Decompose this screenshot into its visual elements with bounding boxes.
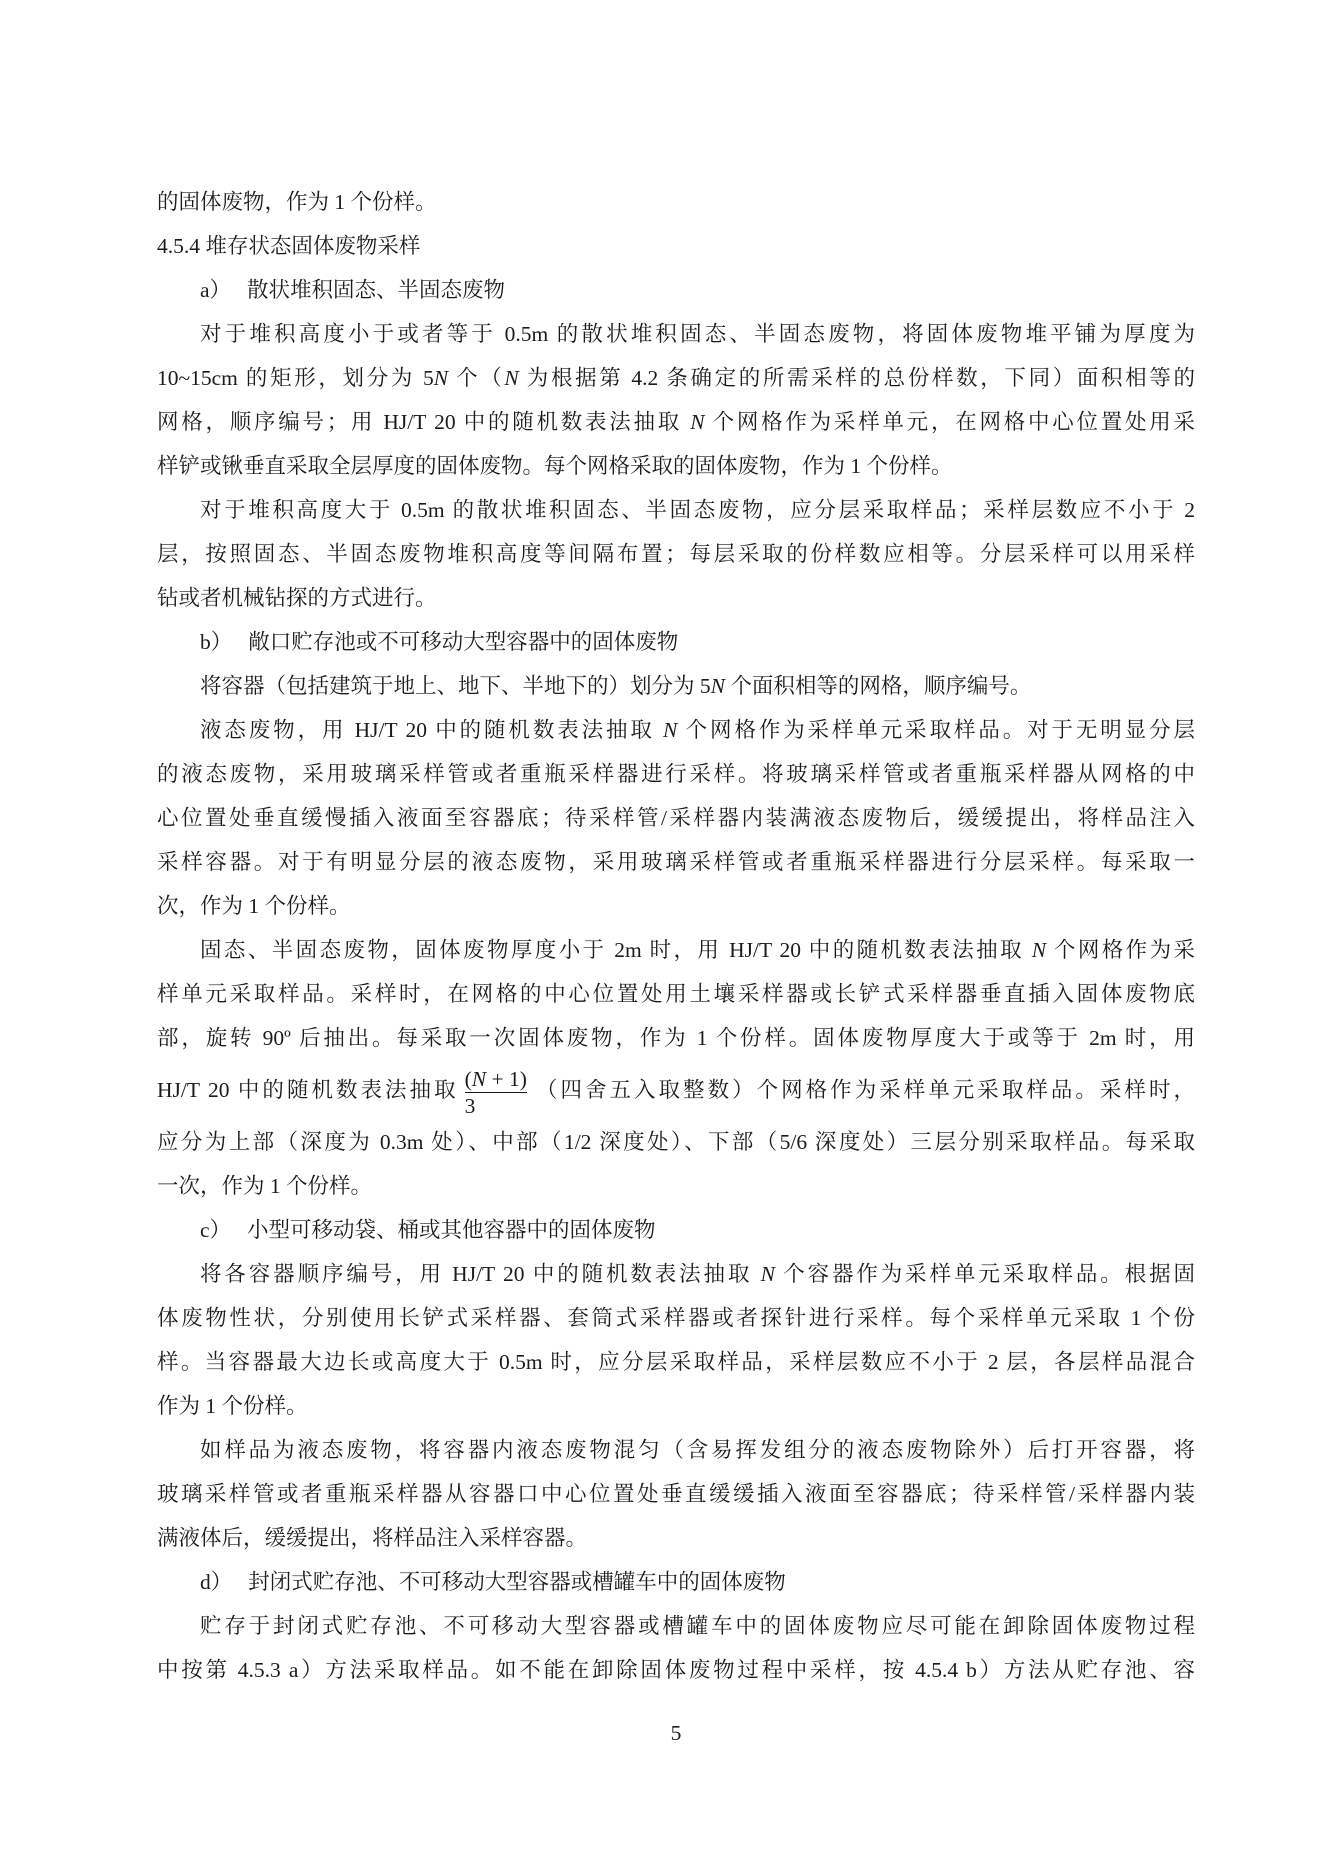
page-body <box>157 180 1195 1692</box>
list-item-line: a） 散状堆积固态、半固态废物 <box>200 278 506 302</box>
text-line: 满液体后，缓缓提出，将样品注入采样容器。 <box>157 1526 588 1550</box>
text-line: 对于堆积高度大于 0.5m 的散状堆积固态、半固态废物，应分层采取样品；采样层数应不小于 2 <box>200 498 1195 522</box>
text-line: 对于堆积高度小于或者等于 0.5m 的散状堆积固态、半固态废物，将固体废物堆平铺为厚度为 <box>200 322 1195 346</box>
text-line: 的固体废物，作为 1 个份样。 <box>157 190 437 214</box>
text-line: 玻璃采样管或者重瓶采样器从容器口中心位置处垂直缓缓插入液面至容器底；待采样管/采样器内装 <box>157 1482 1195 1506</box>
text-line: 固态、半固态废物，固体废物厚度小于 2m 时，用 HJ/T 20 中的随机数表法抽取 N 个网格作为采 <box>200 938 1195 962</box>
section-heading: 4.5.4 堆存状态固体废物采样 <box>157 234 421 258</box>
text-line: 贮存于封闭式贮存池、不可移动大型容器或槽罐车中的固体废物应尽可能在卸除固体废物过程 <box>200 1614 1195 1638</box>
text-line: 层，按照固态、半固态废物堆积高度等间隔布置；每层采取的份样数应相等。分层采样可以用采样 <box>157 542 1195 566</box>
list-item-line: d） 封闭式贮存池、不可移动大型容器或槽罐车中的固体废物 <box>200 1570 786 1594</box>
list-item-line: b） 敞口贮存池或不可移动大型容器中的固体废物 <box>200 630 679 654</box>
text-line: 样单元采取样品。采样时，在网格的中心位置处用土壤采样器或长铲式采样器垂直插入固体废物底 <box>157 982 1195 1006</box>
fraction-numerator: (N + 1) <box>464 1066 527 1091</box>
list-item-line: c） 小型可移动袋、桶或其他容器中的固体废物 <box>200 1218 656 1242</box>
text-line: 部，旋转 90º 后抽出。每采取一次固体废物，作为 1 个份样。固体废物厚度大于或等于 2m 时，用 <box>157 1026 1195 1050</box>
page-number: 5 <box>670 1721 682 1745</box>
text-line: 中按第 4.5.3 a）方法采取样品。如不能在卸除固体废物过程中采样，按 4.5.4 b）方法从贮存池、容 <box>157 1658 1195 1682</box>
text-line: 次，作为 1 个份样。 <box>157 894 351 918</box>
text-line: 样。当容器最大边长或高度大于 0.5m 时，应分层采取样品，采样层数应不小于 2 层，各层样品混合 <box>157 1350 1195 1374</box>
text-line: 样铲或锹垂直采取全层厚度的固体废物。每个网格采取的固体废物，作为 1 个份样。 <box>157 454 953 478</box>
formula-text-line: HJ/T 20 中的随机数表法抽取 $\frac{(N + 1)}{3}$ （四舍五入取整数）个网格作为采样单元采取样品。采样时， <box>157 1066 1195 1118</box>
text-line: 应分为上部（深度为 0.3m 处）、中部（1/2 深度处）、下部（5/6 深度处）三层分别采取样品。每采取 <box>157 1130 1195 1154</box>
text-line: 心位置处垂直缓慢插入液面至容器底；待采样管/采样器内装满液态废物后，缓缓提出，将样品注入 <box>157 806 1195 830</box>
text-line: 10~15cm 的矩形，划分为 5N 个（N 为根据第 4.2 条确定的所需采样的总份样数，下同）面积相等的 <box>157 366 1195 390</box>
text-line: 一次，作为 1 个份样。 <box>157 1174 373 1198</box>
text-line: 将各容器顺序编号，用 HJ/T 20 中的随机数表法抽取 N 个容器作为采样单元采取样品。根据固 <box>200 1262 1195 1286</box>
text-line: 网格，顺序编号；用 HJ/T 20 中的随机数表法抽取 N 个网格作为采样单元，在网格中心位置处用采 <box>157 410 1195 434</box>
fraction-n-plus-1-over-3 <box>465 1066 527 1119</box>
text-line: 采样容器。对于有明显分层的液态废物，采用玻璃采样管或者重瓶采样器进行分层采样。每采取一 <box>157 850 1195 874</box>
text-line: 钻或者机械钻探的方式进行。 <box>157 586 437 610</box>
text-line: 如样品为液态废物，将容器内液态废物混匀（含易挥发组分的液态废物除外）后打开容器，将 <box>200 1438 1195 1462</box>
text-line: 的液态废物，采用玻璃采样管或者重瓶采样器进行采样。将玻璃采样管或者重瓶采样器从网格的中 <box>157 762 1195 786</box>
text-line: 将容器（包括建筑于地上、地下、半地下的）划分为 5N 个面积相等的网格，顺序编号。 <box>200 674 1032 698</box>
fraction-denominator: 3 <box>465 1092 527 1119</box>
text-line: 体废物性状，分别使用长铲式采样器、套筒式采样器或者探针进行采样。每个采样单元采取 1 个份 <box>157 1306 1195 1330</box>
text-line: 作为 1 个份样。 <box>157 1394 308 1418</box>
text-line: 液态废物，用 HJ/T 20 中的随机数表法抽取 N 个网格作为采样单元采取样品。对于无明显分层 <box>200 718 1195 742</box>
